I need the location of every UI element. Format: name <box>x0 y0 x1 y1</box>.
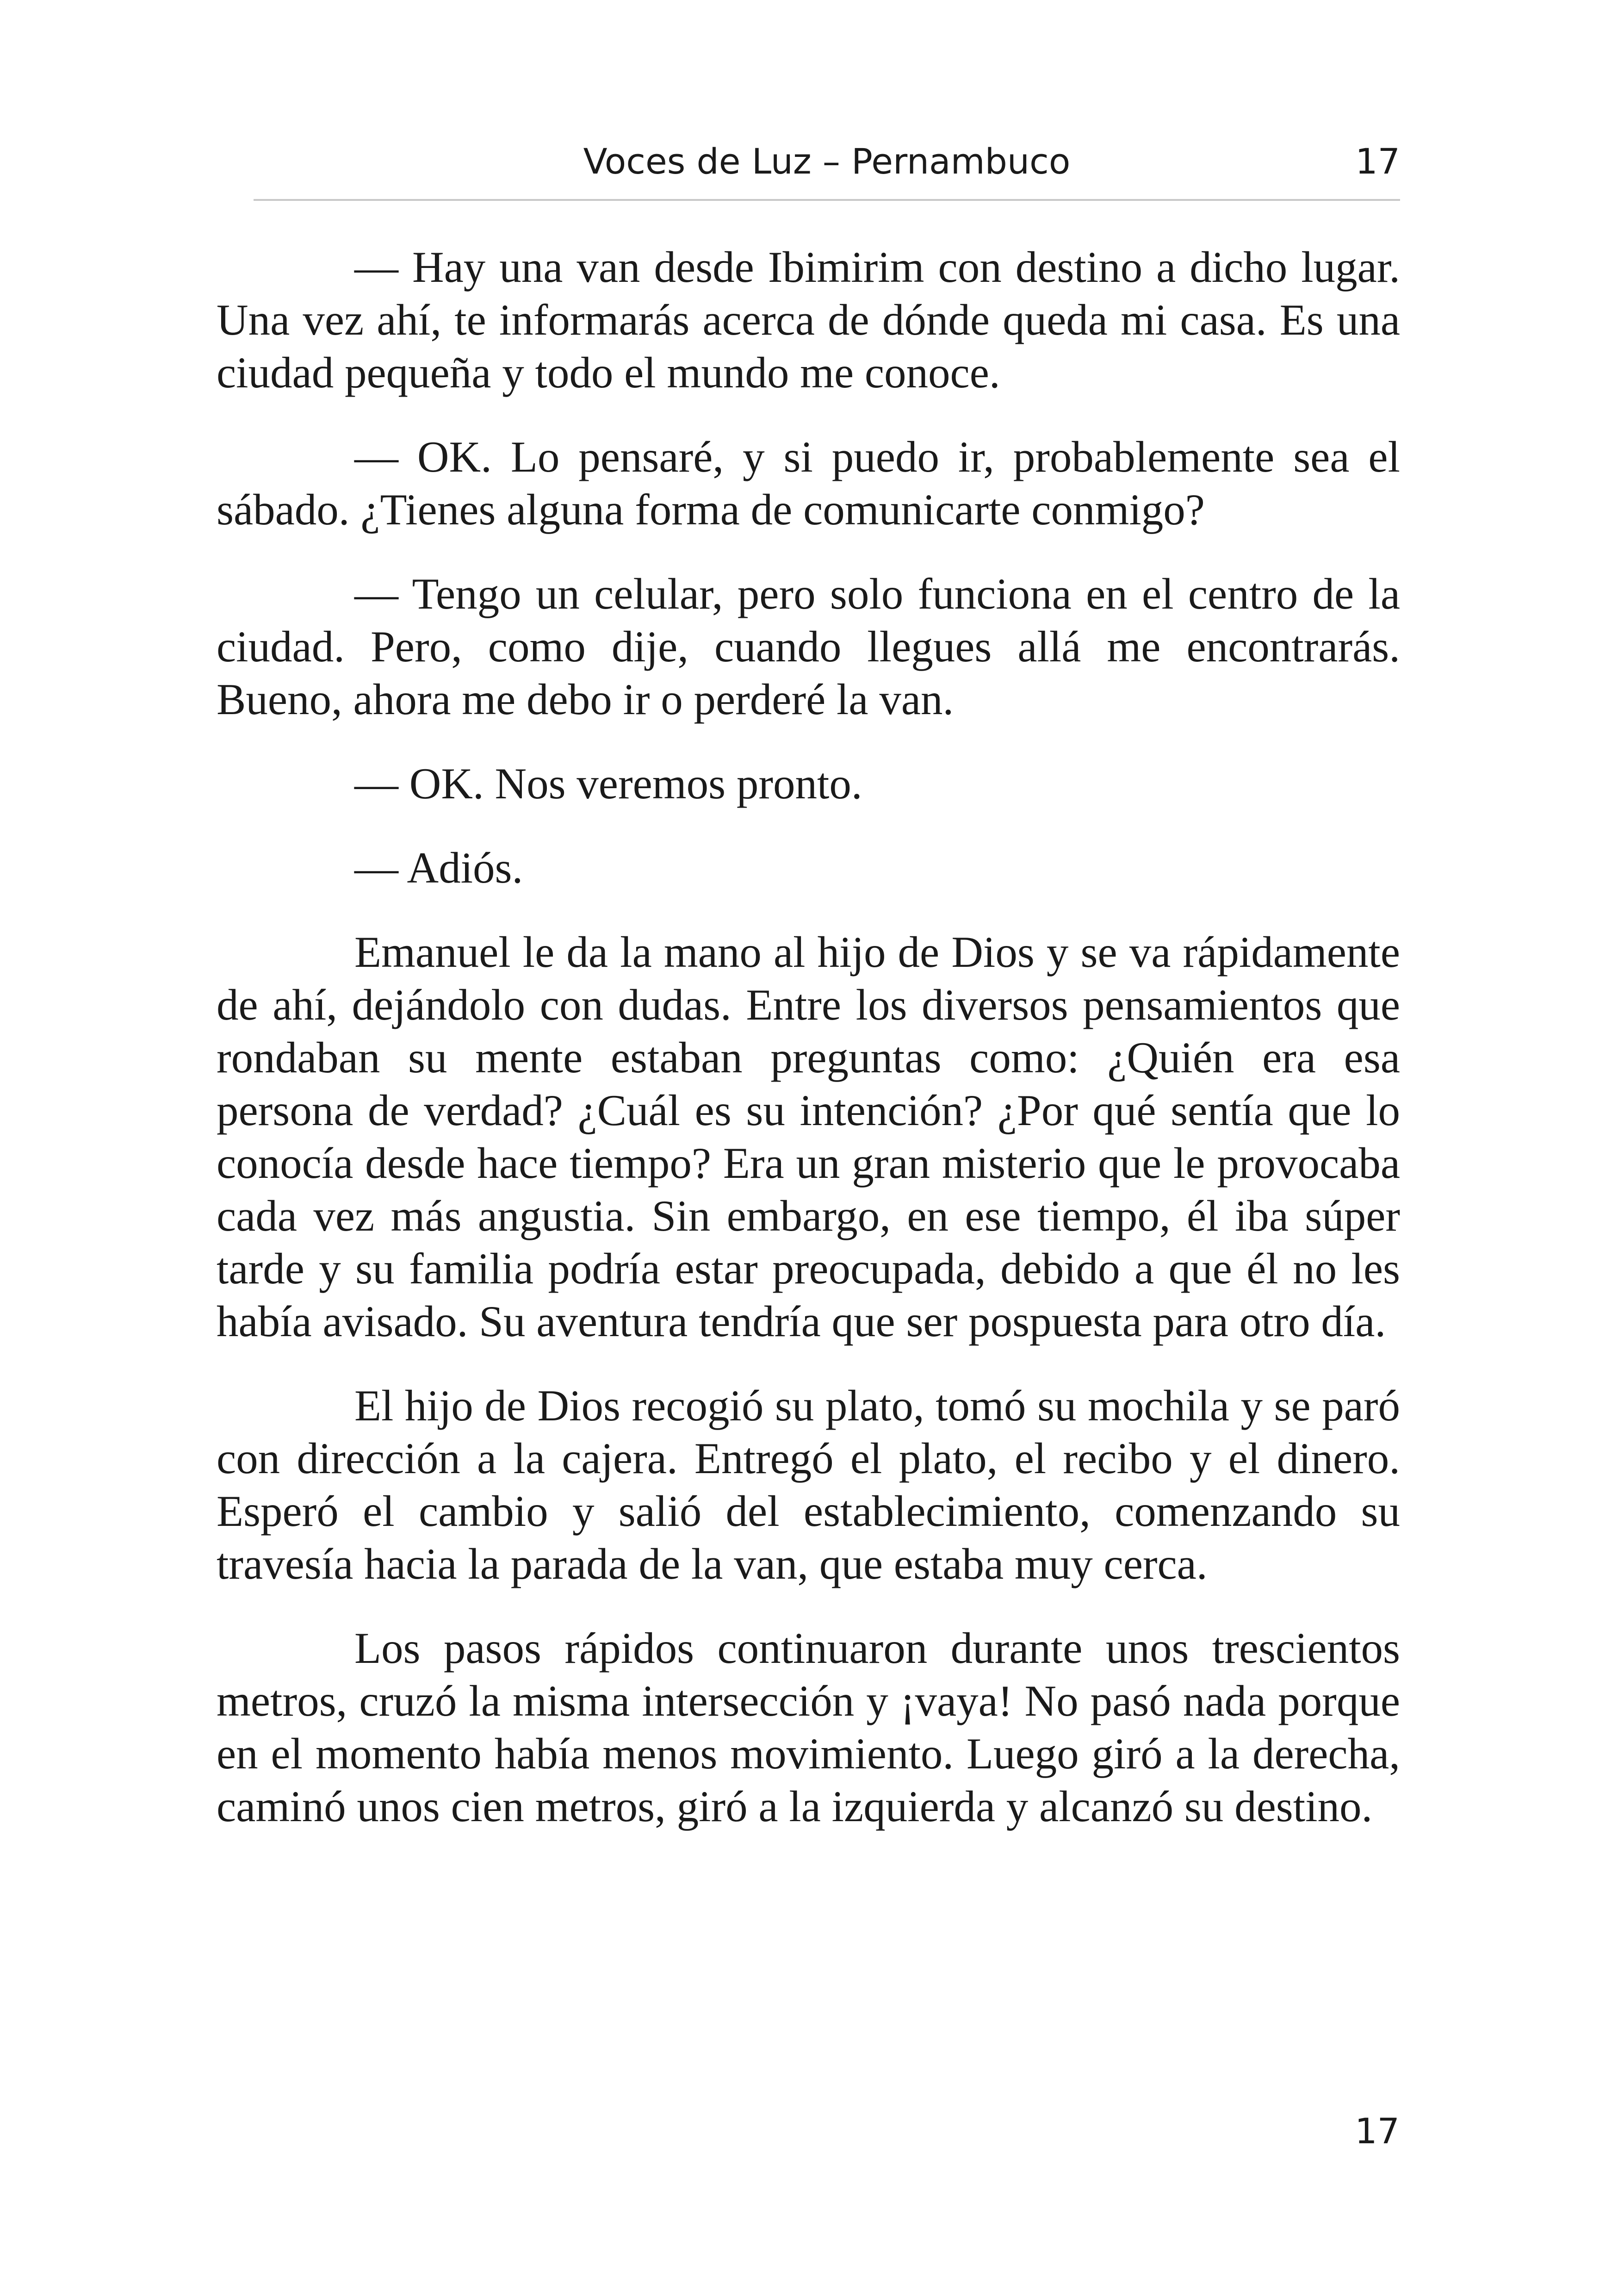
paragraph: — Adiós. <box>354 843 523 892</box>
header-title: Voces de Luz – Pernambuco <box>583 141 1071 182</box>
paragraph: Los pasos rápidos continuaron durante unos trescientos metros, cruzó la misma intersección y ¡vaya! No pasó nada porque en el momento había menos movimiento. Luego giró a la derecha, caminó unos cien metros, giró a la izquierda y alcanzó su destino. <box>217 1624 1400 1831</box>
paragraph: El hijo de Dios recogió su plato, tomó su mochila y se paró con dirección a la cajera. Entregó el plato, el recibo y el dinero. Esperó el cambio y salió del establecimiento, comenzando su travesía hacia la parada de la van, que estaba muy cerca. <box>217 1381 1400 1588</box>
paragraph: — OK. Nos veremos pronto. <box>354 759 862 808</box>
footer-page-number: 17 <box>1355 2110 1400 2152</box>
paragraph: — OK. Lo pensaré, y si puedo ir, probablemente sea el sábado. ¿Tienes alguna forma de comunicarte conmigo? <box>217 432 1400 534</box>
paragraph: Emanuel le da la mano al hijo de Dios y se va rápidamente de ahí, dejándolo con dudas. Entre los diversos pensamientos que rondaban su mente estaban preguntas como: ¿Quién era esa persona de verdad? ¿Cuál es su intención? ¿Por qué sentía que lo conocía desde hace tiempo? Era un gran misterio que le provocaba cada vez más angustia. Sin embargo, en ese tiempo, él iba súper tarde y su familia podría estar preocupada, debido a que él no les había avisado. Su aventura tendría que ser pospuesta para otro día. <box>217 927 1400 1346</box>
header-page-number: 17 <box>1355 141 1400 182</box>
body-text <box>217 241 1400 1864</box>
paragraph: — Tengo un celular, pero solo funciona en el centro de la ciudad. Pero, como dije, cuando llegues allá me encontrarás. Bueno, ahora me debo ir o perderé la van. <box>217 569 1400 724</box>
running-header <box>254 134 1400 201</box>
paragraph: — Hay una van desde Ibimirim con destino a dicho lugar. Una vez ahí, te informarás acerca de dónde queda mi casa. Es una ciudad pequeña y todo el mundo me conoce. <box>217 243 1400 397</box>
